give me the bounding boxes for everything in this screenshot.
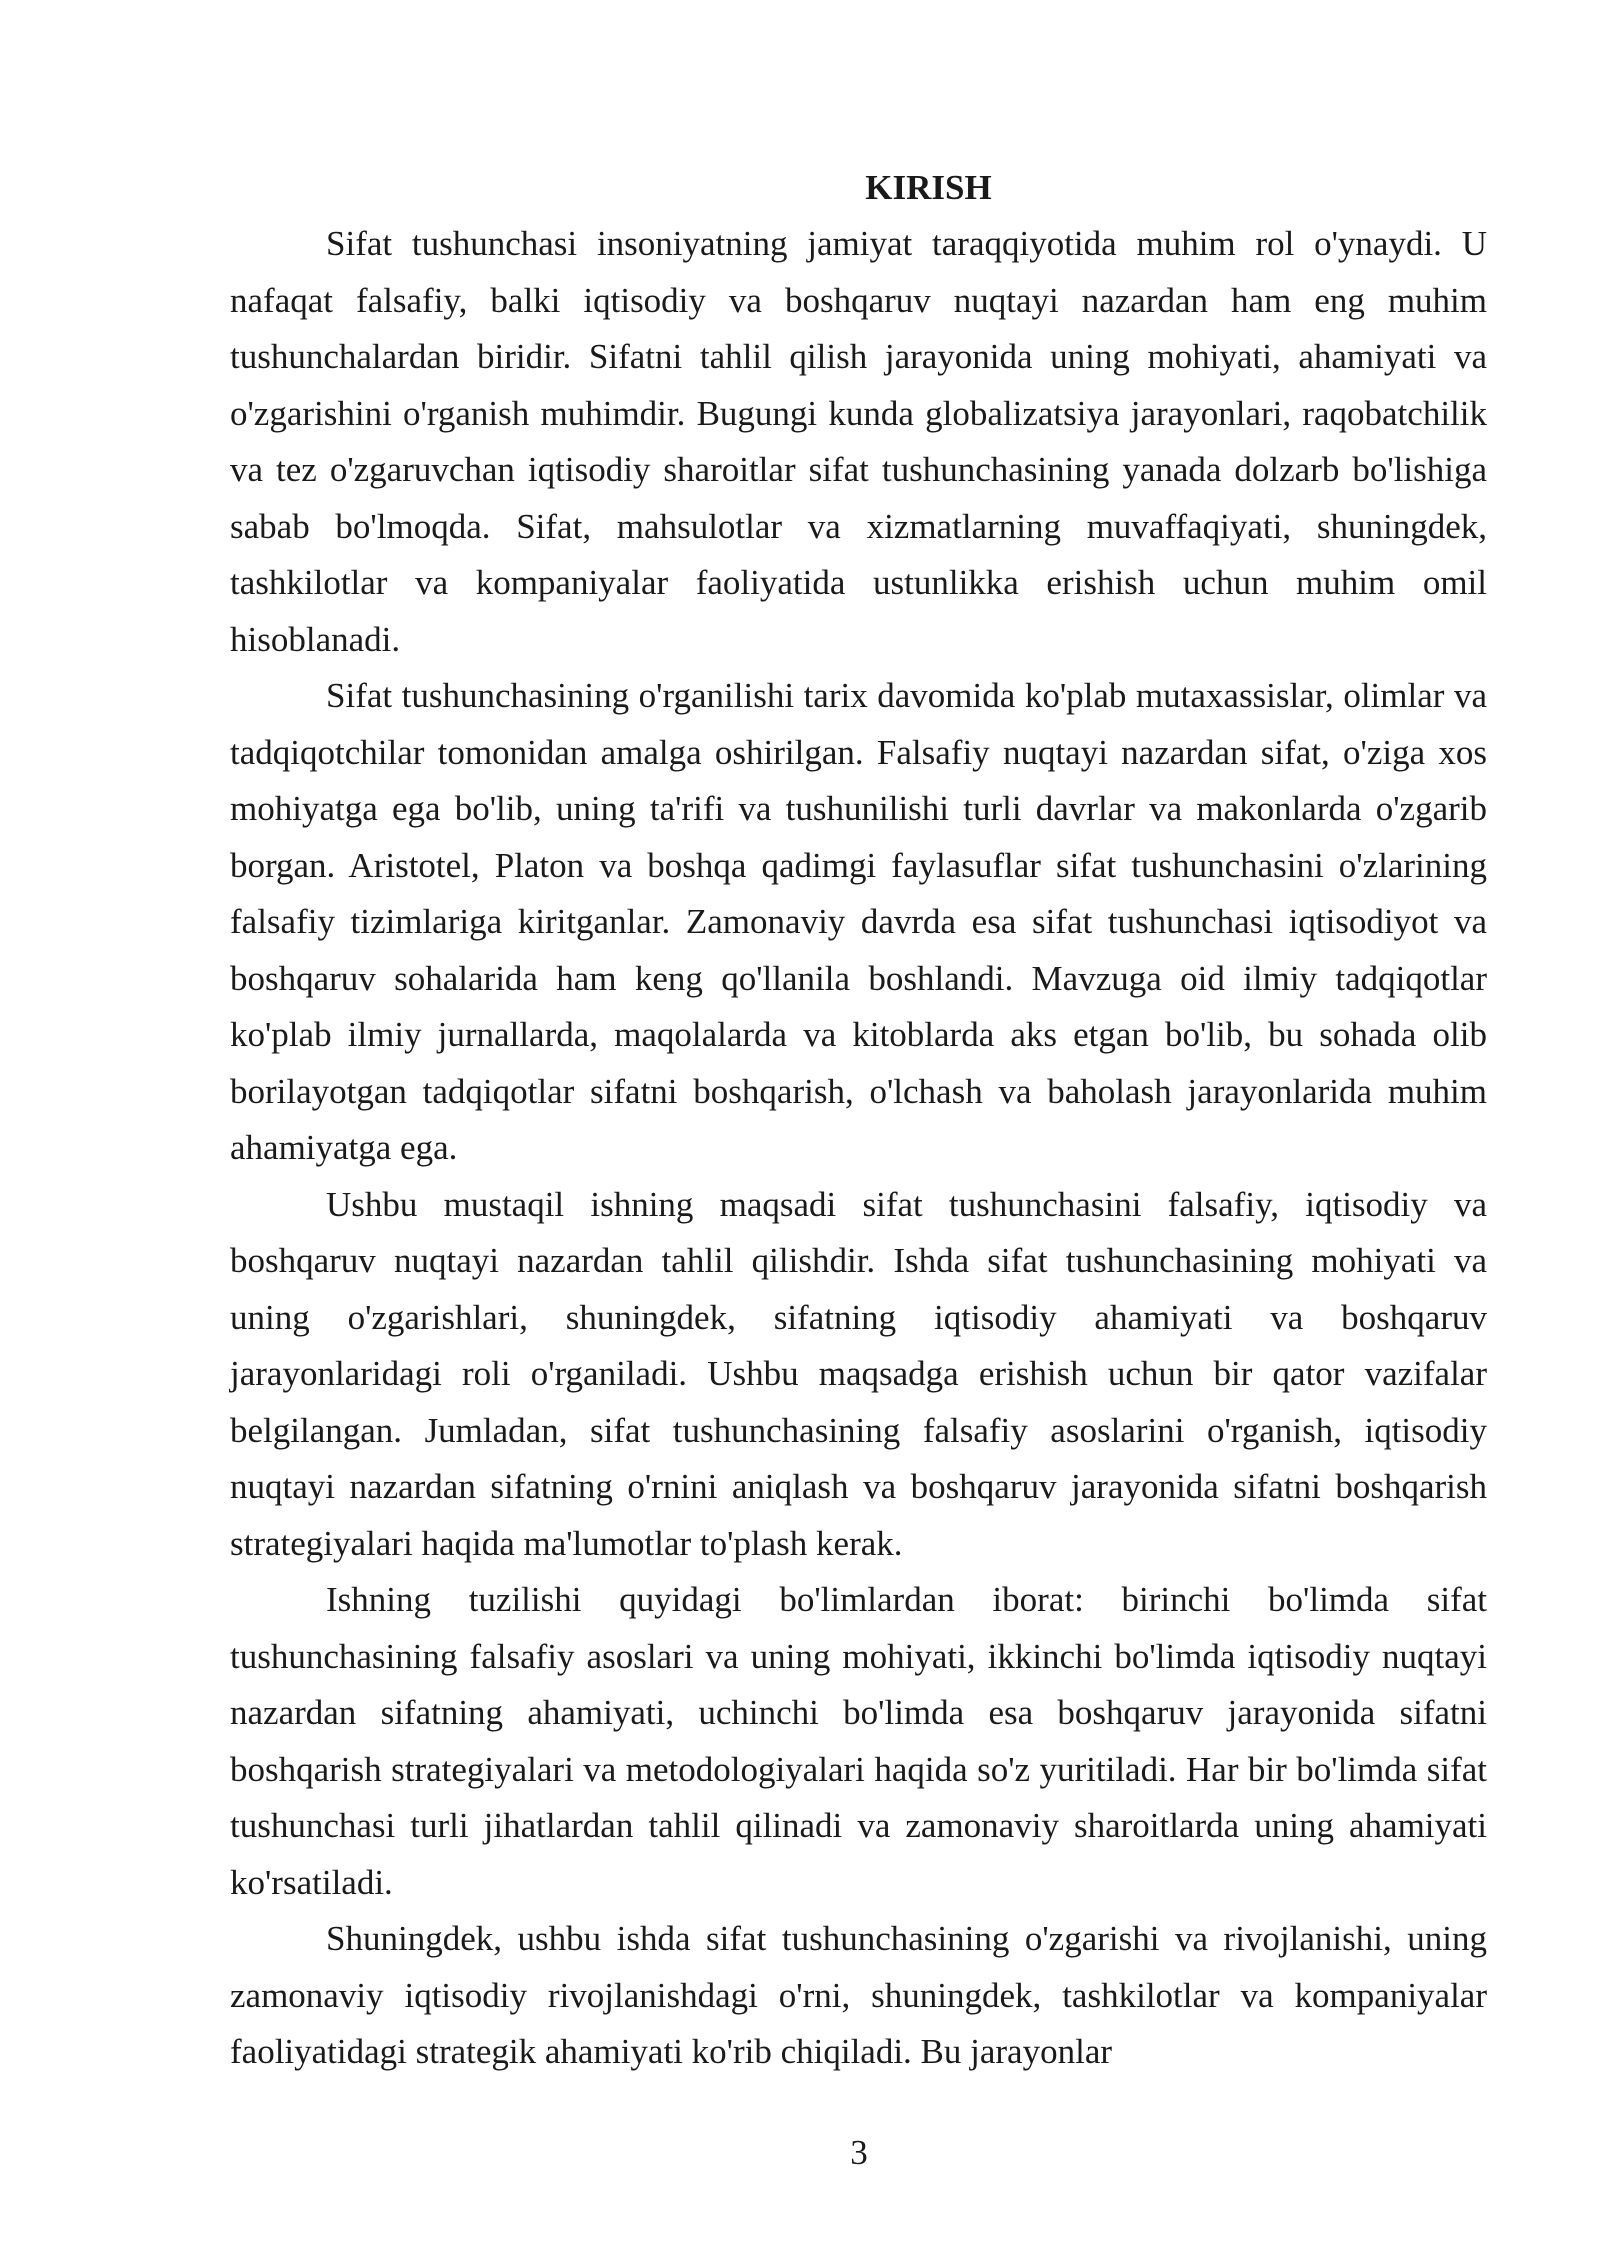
- paragraph-2: Sifat tushunchasining o'rganilishi tarix davomida ko'plab mutaxassislar, olimlar va tadqiqotchilar tomonidan amalga oshirilgan. Falsafiy nuqtayi nazardan sifat, o'ziga xos mohiyatga ega bo'lib, uning ta'rifi va tushunilishi turli davrlar va makonlarda o'zgarib borgan. Aristotel, Platon va boshqa qadimgi faylasuflar sifat tushunchasini o'zlarining falsafiy tizimlariga kiritganlar. Zamonaviy davrda esa sifat tushunchasi iqtisodiyot va boshqaruv sohalarida ham keng qo'llanila boshlandi. Mavzuga oid ilmiy tadqiqotlar ko'plab ilmiy jurnallarda, maqolalarda va kitoblarda aks etgan bo'lib, bu sohada olib borilayotgan tadqiqotlar sifatni boshqarish, o'lchash va baholash jarayonlarida muhim ahamiyatga ega.: [230, 676, 1487, 1167]
- paragraph-1: Sifat tushunchasi insoniyatning jamiyat taraqqiyotida muhim rol o'ynaydi. U nafaqat falsafiy, balki iqtisodiy va boshqaruv nuqtayi nazardan ham eng muhim tushunchalardan biridir. Sifatni tahlil qilish jarayonida uning mohiyati, ahamiyati va o'zgarishini o'rganish muhimdir. Bugungi kunda globalizatsiya jarayonlari, raqobatchilik va tez o'zgaruvchan iqtisodiy sharoitlar sifat tushunchasining yanada dolzarb bo'lishiga sabab bo'lmoqda. Sifat, mahsulotlar va xizmatlarning muvaffaqiyati, shuningdek, tashkilotlar va kompaniyalar faoliyatida ustunlikka erishish uchun muhim omil hisoblanadi.: [230, 224, 1487, 659]
- page-number: 3: [850, 2133, 868, 2172]
- section-heading: KIRISH: [865, 168, 992, 207]
- paragraph-5: Shuningdek, ushbu ishda sifat tushunchasining o'zgarishi va rivojlanishi, uning zamonaviy iqtisodiy rivojlanishdagi o'rni, shuningdek, tashkilotlar va kompaniyalar faoliyatidagi strategik ahamiyati ko'rib chiqiladi. Bu jarayonlar: [230, 1919, 1487, 2071]
- paragraph-3: Ushbu mustaqil ishning maqsadi sifat tushunchasini falsafiy, iqtisodiy va boshqaruv nuqtayi nazardan tahlil qilishdir. Ishda sifat tushunchasining mohiyati va uning o'zgarishlari, shuningdek, sifatning iqtisodiy ahamiyati va boshqaruv jarayonlaridagi roli o'rganiladi. Ushbu maqsadga erishish uchun bir qator vazifalar belgilangan. Jumladan, sifat tushunchasining falsafiy asoslarini o'rganish, iqtisodiy nuqtayi nazardan sifatning o'rnini aniqlash va boshqaruv jarayonida sifatni boshqarish strategiyalari haqida ma'lumotlar to'plash kerak.: [230, 1184, 1487, 1563]
- document-page: [230, 160, 1487, 2081]
- paragraph-4: Ishning tuzilishi quyidagi bo'limlardan iborat: birinchi bo'limda sifat tushunchasining falsafiy asoslari va uning mohiyati, ikkinchi bo'limda iqtisodiy nuqtayi nazardan sifatning ahamiyati, uchinchi bo'limda esa boshqaruv jarayonida sifatni boshqarish strategiyalari va metodologiyalari haqida so'z yuritiladi. Har bir bo'limda sifat tushunchasi turli jihatlardan tahlil qilinadi va zamonaviy sharoitlarda uning ahamiyati ko'rsatiladi.: [230, 1580, 1487, 1902]
